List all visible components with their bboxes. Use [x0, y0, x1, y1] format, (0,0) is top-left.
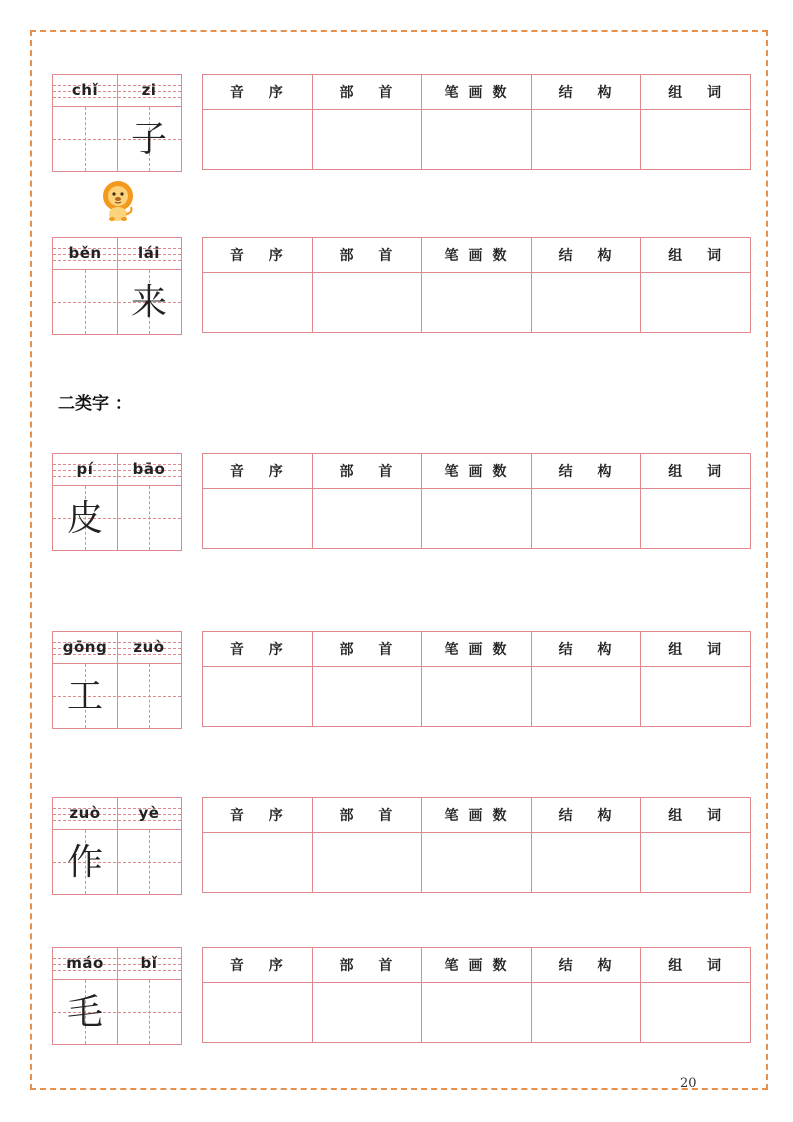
page-number: 20	[680, 1076, 697, 1091]
hanzi-cell: 子	[130, 119, 167, 160]
table-header: 音 序	[203, 75, 313, 110]
table-header: 音 序	[203, 948, 313, 983]
character-info-table	[202, 797, 751, 893]
hanzi-cell	[117, 982, 181, 1044]
hanzi-cell: 工	[66, 676, 103, 717]
hanzi-cell	[117, 832, 181, 894]
answer-cell[interactable]	[203, 983, 313, 1043]
table-header: 笔画数	[422, 454, 532, 489]
answer-cell[interactable]	[312, 110, 422, 170]
table-header: 部 首	[312, 948, 422, 983]
pinyin-text: zuò	[69, 804, 101, 822]
hanzi-cell	[117, 666, 181, 728]
page-border	[30, 30, 768, 1090]
table-header: 笔画数	[422, 75, 532, 110]
word-block	[52, 947, 182, 1045]
table-header: 组 词	[641, 238, 751, 273]
pinyin-text: lái	[138, 244, 160, 262]
table-header: 组 词	[641, 948, 751, 983]
answer-cell[interactable]	[422, 273, 532, 333]
table-header: 结 构	[531, 632, 641, 667]
answer-cell[interactable]	[203, 273, 313, 333]
section-title: 二类字 ：	[58, 394, 132, 414]
hanzi-cell: 来	[130, 282, 167, 323]
table-header: 部 首	[312, 238, 422, 273]
table-header: 笔画数	[422, 798, 532, 833]
answer-cell[interactable]	[641, 273, 751, 333]
pinyin-text: pí	[76, 460, 94, 478]
table-header: 笔画数	[422, 632, 532, 667]
table-header: 笔画数	[422, 948, 532, 983]
table-header: 结 构	[531, 454, 641, 489]
answer-cell[interactable]	[531, 983, 641, 1043]
hanzi-cell: 作	[66, 842, 103, 883]
pinyin-text: běn	[68, 244, 102, 262]
answer-cell[interactable]	[203, 667, 313, 727]
table-header: 组 词	[641, 798, 751, 833]
hanzi-cell	[53, 109, 117, 171]
table-header: 组 词	[641, 632, 751, 667]
table-header: 音 序	[203, 632, 313, 667]
answer-cell[interactable]	[531, 667, 641, 727]
answer-cell[interactable]	[641, 489, 751, 549]
answer-cell[interactable]	[641, 110, 751, 170]
answer-cell[interactable]	[422, 983, 532, 1043]
lion-icon	[100, 180, 136, 222]
table-header: 部 首	[312, 798, 422, 833]
pinyin-text: bāo	[132, 460, 166, 478]
character-info-table	[202, 74, 751, 170]
word-block	[52, 453, 182, 551]
answer-cell[interactable]	[312, 273, 422, 333]
table-header: 音 序	[203, 238, 313, 273]
pinyin-text: zuò	[133, 638, 165, 656]
answer-cell[interactable]	[531, 273, 641, 333]
hanzi-cell	[53, 272, 117, 334]
table-header: 结 构	[531, 238, 641, 273]
hanzi-cell: 毛	[66, 992, 103, 1033]
hanzi-cell	[117, 488, 181, 550]
answer-cell[interactable]	[641, 983, 751, 1043]
word-block	[52, 74, 182, 172]
answer-cell[interactable]	[312, 667, 422, 727]
pinyin-text: bǐ	[140, 954, 158, 972]
answer-cell[interactable]	[422, 110, 532, 170]
answer-cell[interactable]	[422, 667, 532, 727]
answer-cell[interactable]	[312, 983, 422, 1043]
pinyin-text: gōng	[62, 638, 108, 656]
answer-cell[interactable]	[531, 833, 641, 893]
table-header: 组 词	[641, 454, 751, 489]
answer-cell[interactable]	[531, 110, 641, 170]
hanzi-cell: 皮	[66, 498, 103, 539]
answer-cell[interactable]	[203, 833, 313, 893]
answer-cell[interactable]	[312, 489, 422, 549]
table-header: 音 序	[203, 454, 313, 489]
answer-cell[interactable]	[312, 833, 422, 893]
answer-cell[interactable]	[203, 489, 313, 549]
character-info-table	[202, 947, 751, 1043]
table-header: 音 序	[203, 798, 313, 833]
character-info-table	[202, 631, 751, 727]
answer-cell[interactable]	[531, 489, 641, 549]
table-header: 笔画数	[422, 238, 532, 273]
answer-cell[interactable]	[641, 833, 751, 893]
table-header: 组 词	[641, 75, 751, 110]
table-header: 部 首	[312, 632, 422, 667]
word-block	[52, 237, 182, 335]
table-header: 结 构	[531, 75, 641, 110]
pinyin-text: máo	[66, 954, 104, 972]
table-header: 部 首	[312, 75, 422, 110]
table-header: 结 构	[531, 948, 641, 983]
answer-cell[interactable]	[203, 110, 313, 170]
answer-cell[interactable]	[422, 489, 532, 549]
pinyin-text: chǐ	[71, 81, 99, 99]
word-block	[52, 797, 182, 895]
word-block	[52, 631, 182, 729]
answer-cell[interactable]	[641, 667, 751, 727]
pinyin-text: zi	[141, 81, 157, 99]
character-info-table	[202, 237, 751, 333]
answer-cell[interactable]	[422, 833, 532, 893]
character-info-table	[202, 453, 751, 549]
table-header: 结 构	[531, 798, 641, 833]
table-header: 部 首	[312, 454, 422, 489]
pinyin-text: yè	[138, 804, 160, 822]
